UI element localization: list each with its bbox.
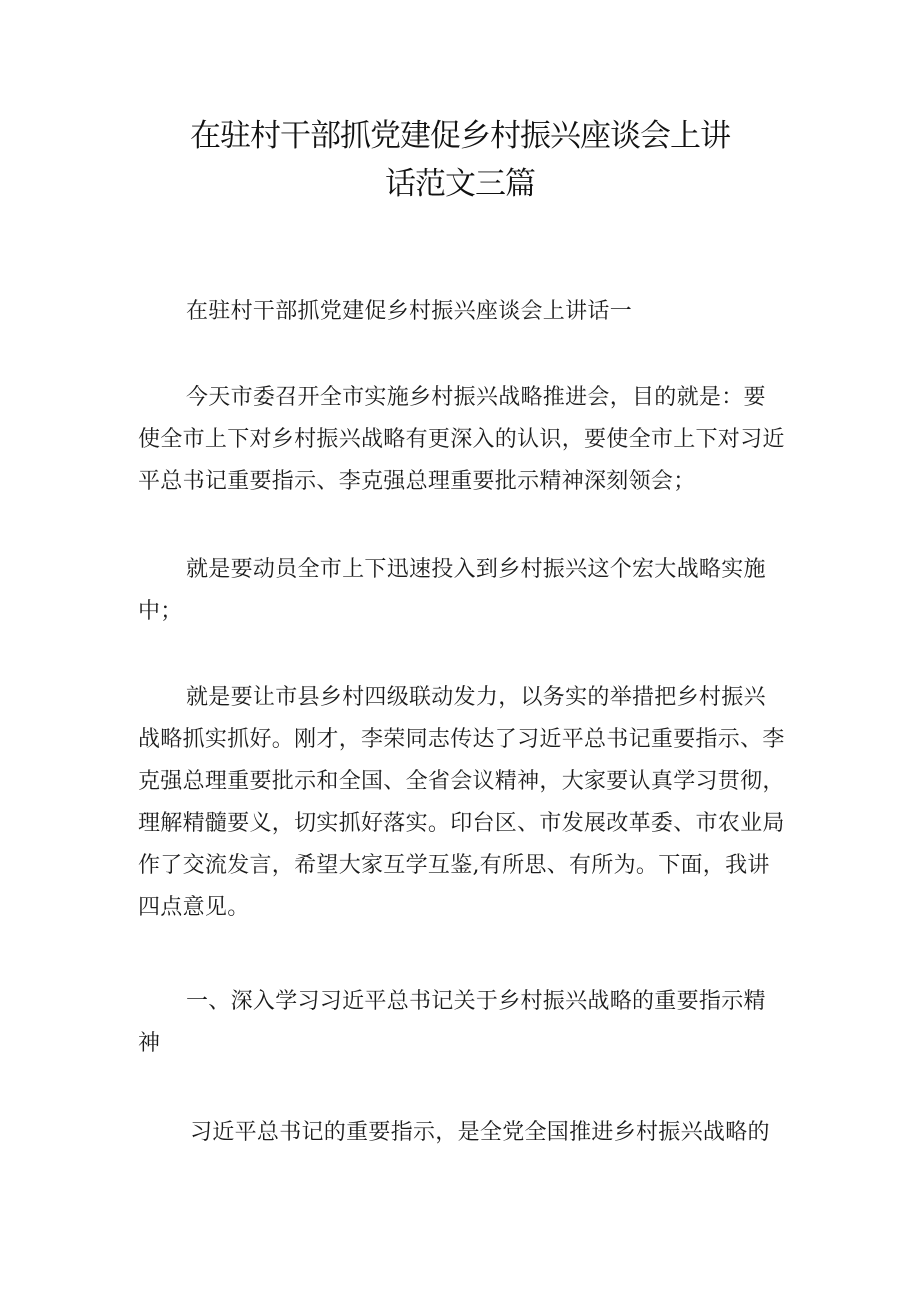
paragraph-block bbox=[138, 377, 788, 503]
section-heading-speech-one bbox=[138, 291, 788, 333]
paragraph-block bbox=[138, 677, 788, 929]
paragraph: 就是要动员全市上下迅速投入到乡村振兴这个宏大战略实施中； bbox=[138, 557, 766, 624]
title-line-1: 在驻村干部抓党建促乡村振兴座谈会上讲 bbox=[190, 118, 730, 154]
paragraph: 今天市委召开全市实施乡村振兴战略推进会，目的就是：要使全市上下对乡村振兴战略有更深入的认识，要使全市上下对习近平总书记重要指示、李克强总理重要批示精神深刻领会； bbox=[138, 385, 785, 494]
paragraph: 在驻村干部抓党建促乡村振兴座谈会上讲话一 bbox=[186, 299, 633, 324]
document-title bbox=[0, 112, 920, 208]
paragraph: 习近平总书记的重要指示，是全党全国推进乡村振兴战略的 bbox=[190, 1120, 770, 1145]
title-line-2: 话范文三篇 bbox=[385, 166, 535, 202]
paragraph: 一、深入学习习近平总书记关于乡村振兴战略的重要指示精神 bbox=[138, 989, 766, 1056]
paragraph: 就是要让市县乡村四级联动发力，以务实的举措把乡村振兴战略抓实抓好。刚才，李荣同志传达了习近平总书记重要指示、李克强总理重要批示和全国、全省会议精神，大家要认真学习贯彻，理解精髓要义，切实抓好落实。印台区、市发展改革委、市农业局作了交流发言，希望大家互学互鉴,有所思、有所为。下面，我讲四点意见。 bbox=[138, 685, 785, 920]
paragraph-block bbox=[138, 549, 788, 633]
section-heading-point-one bbox=[138, 981, 788, 1065]
paragraph-block bbox=[138, 1112, 788, 1154]
